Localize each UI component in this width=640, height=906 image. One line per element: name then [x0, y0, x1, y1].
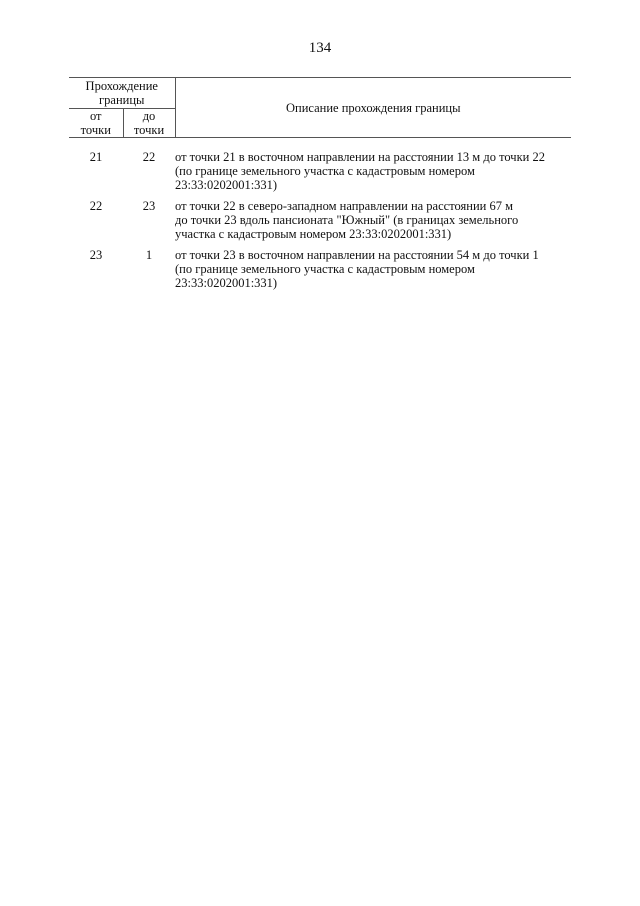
- description-line: участка с кадастровым номером 23:33:0202001:331): [175, 227, 452, 241]
- header-to-line2: точки: [133, 123, 165, 137]
- boundary-table: [69, 77, 571, 290]
- row-description: [175, 241, 571, 290]
- row-from-point: 23: [89, 248, 103, 262]
- header-from-line1: от: [89, 109, 102, 123]
- table-row: [69, 192, 571, 241]
- row-to-point: 22: [142, 150, 156, 164]
- row-to-point: 1: [145, 248, 153, 262]
- description-line: 23:33:0202001:331): [175, 178, 278, 192]
- row-to-point: 23: [142, 199, 156, 213]
- row-from-point: 21: [89, 150, 103, 164]
- description-line: 23:33:0202001:331): [175, 276, 278, 290]
- header-description: Описание прохождения границы: [175, 78, 571, 138]
- table-row: [69, 138, 571, 193]
- row-from-point: 22: [89, 199, 103, 213]
- page-number: 134: [308, 40, 332, 56]
- header-to-line1: до: [142, 109, 156, 123]
- header-passage-line1: Прохождение: [85, 79, 158, 93]
- description-line: от точки 23 в восточном направлении на расстоянии 54 м до точки 1: [175, 248, 539, 262]
- header-boundary-passage: [69, 78, 175, 109]
- row-description: [175, 138, 571, 193]
- description-line: до точки 23 вдоль пансионата "Южный" (в границах земельного: [175, 213, 519, 227]
- header-passage-line2: границы: [99, 93, 145, 107]
- description-line: (по границе земельного участка с кадастровым номером: [175, 164, 475, 178]
- description-line: (по границе земельного участка с кадастровым номером: [175, 262, 475, 276]
- header-to-point: [123, 109, 175, 138]
- description-line: от точки 22 в северо-западном направлении на расстоянии 67 м: [175, 199, 513, 213]
- table-row: [69, 241, 571, 290]
- header-from-line2: точки: [80, 123, 111, 137]
- header-from-point: [69, 109, 123, 138]
- row-description: [175, 192, 571, 241]
- description-line: от точки 21 в восточном направлении на расстоянии 13 м до точки 22: [175, 150, 545, 164]
